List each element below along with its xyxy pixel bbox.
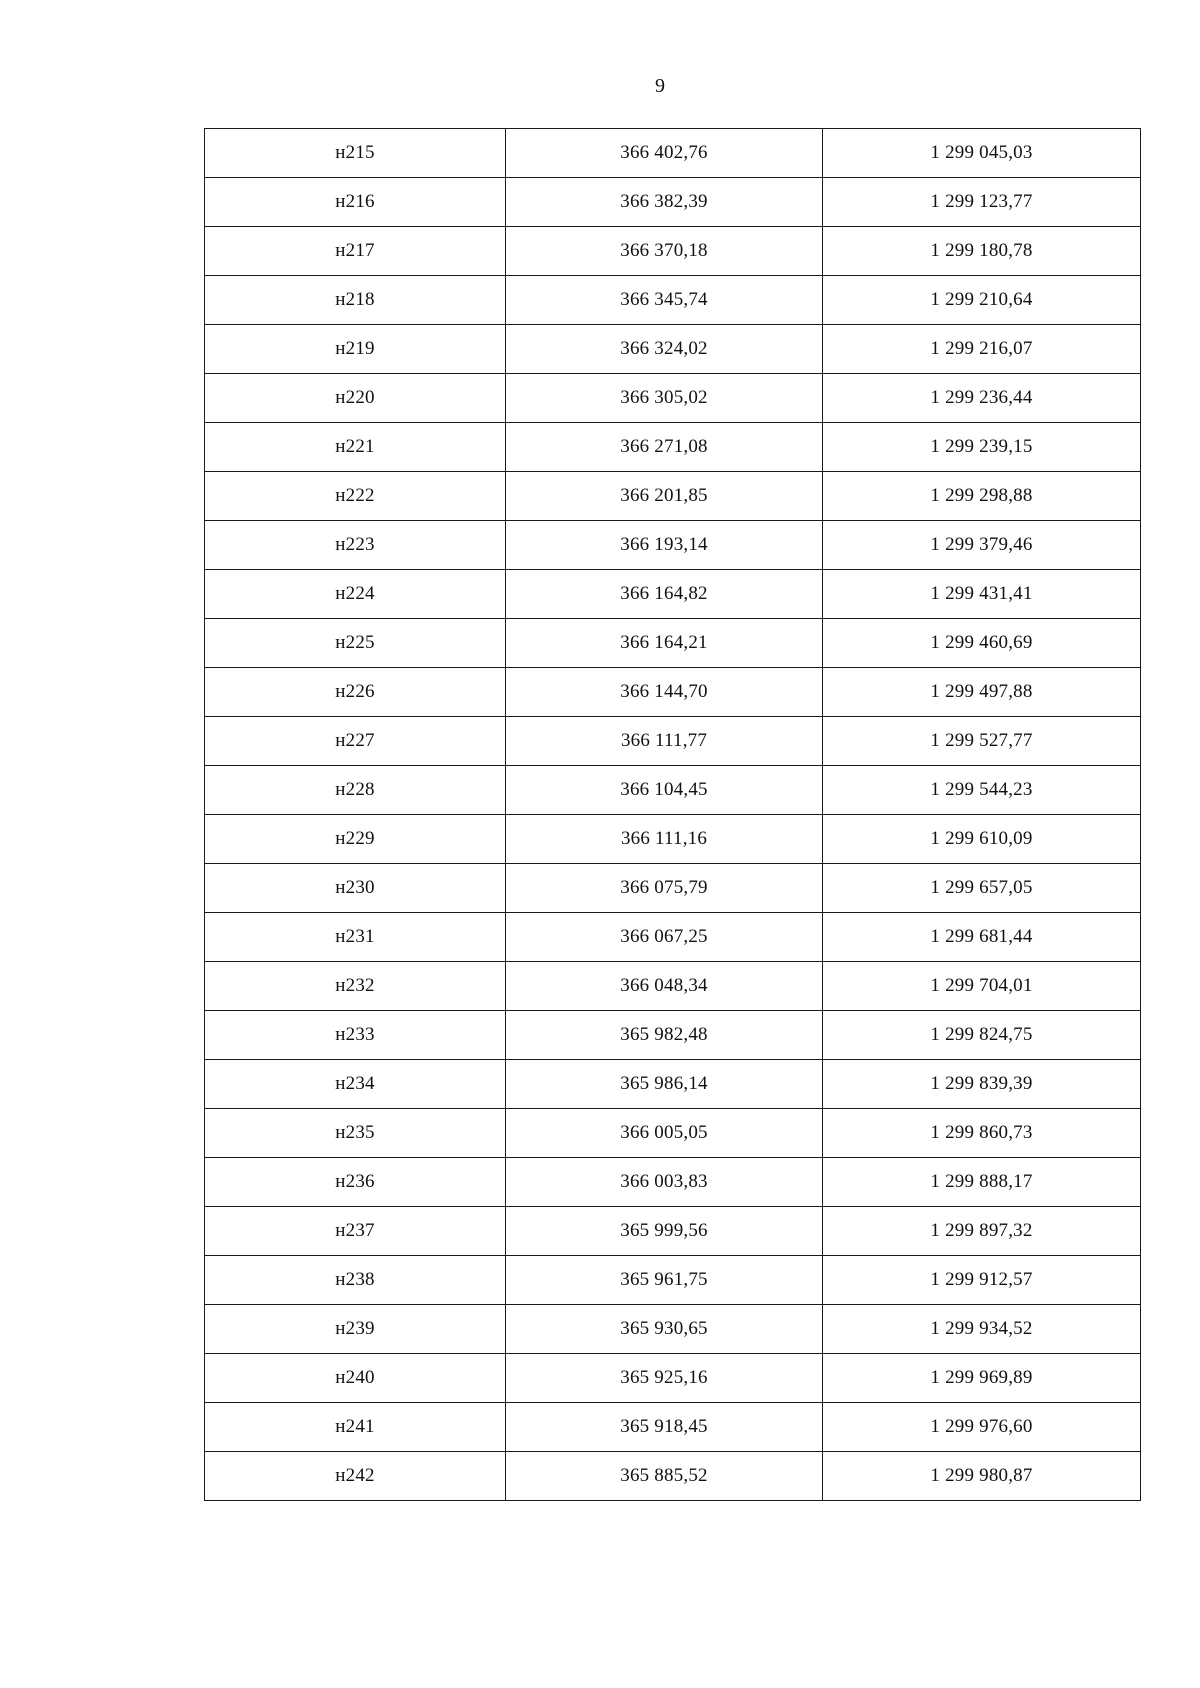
point-id-cell: н234 [205,1060,506,1109]
table-row [205,521,1141,570]
x-coordinate-cell: 366 111,16 [506,815,823,864]
y-coordinate-cell: 1 299 610,09 [823,815,1141,864]
y-coordinate-cell: 1 299 888,17 [823,1158,1141,1207]
y-coordinate-cell: 1 299 839,39 [823,1060,1141,1109]
point-id-cell: н223 [205,521,506,570]
y-coordinate-cell: 1 299 460,69 [823,619,1141,668]
point-id-cell: н242 [205,1452,506,1501]
x-coordinate-cell: 365 961,75 [506,1256,823,1305]
table-row [205,1354,1141,1403]
x-coordinate-cell: 366 382,39 [506,178,823,227]
x-coordinate-cell: 365 999,56 [506,1207,823,1256]
table-row [205,1305,1141,1354]
point-id-cell: н237 [205,1207,506,1256]
table-row [205,129,1141,178]
x-coordinate-cell: 366 271,08 [506,423,823,472]
point-id-cell: н216 [205,178,506,227]
y-coordinate-cell: 1 299 681,44 [823,913,1141,962]
table-row [205,1109,1141,1158]
x-coordinate-cell: 366 305,02 [506,374,823,423]
table-row [205,913,1141,962]
y-coordinate-cell: 1 299 527,77 [823,717,1141,766]
x-coordinate-cell: 366 111,77 [506,717,823,766]
y-coordinate-cell: 1 299 976,60 [823,1403,1141,1452]
x-coordinate-cell: 366 003,83 [506,1158,823,1207]
point-id-cell: н215 [205,129,506,178]
point-id-cell: н240 [205,1354,506,1403]
y-coordinate-cell: 1 299 980,87 [823,1452,1141,1501]
y-coordinate-cell: 1 299 379,46 [823,521,1141,570]
y-coordinate-cell: 1 299 544,23 [823,766,1141,815]
y-coordinate-cell: 1 299 657,05 [823,864,1141,913]
point-id-cell: н232 [205,962,506,1011]
x-coordinate-cell: 366 345,74 [506,276,823,325]
table-row [205,864,1141,913]
y-coordinate-cell: 1 299 704,01 [823,962,1141,1011]
y-coordinate-cell: 1 299 934,52 [823,1305,1141,1354]
point-id-cell: н227 [205,717,506,766]
y-coordinate-cell: 1 299 045,03 [823,129,1141,178]
point-id-cell: н229 [205,815,506,864]
x-coordinate-cell: 366 067,25 [506,913,823,962]
table-row [205,276,1141,325]
table-row [205,472,1141,521]
point-id-cell: н226 [205,668,506,717]
y-coordinate-cell: 1 299 824,75 [823,1011,1141,1060]
point-id-cell: н233 [205,1011,506,1060]
x-coordinate-cell: 366 370,18 [506,227,823,276]
table-row [205,717,1141,766]
point-id-cell: н231 [205,913,506,962]
table-row [205,1403,1141,1452]
y-coordinate-cell: 1 299 298,88 [823,472,1141,521]
table-row [205,619,1141,668]
point-id-cell: н220 [205,374,506,423]
point-id-cell: н224 [205,570,506,619]
x-coordinate-cell: 365 930,65 [506,1305,823,1354]
table-row [205,766,1141,815]
x-coordinate-cell: 365 885,52 [506,1452,823,1501]
point-id-cell: н217 [205,227,506,276]
x-coordinate-cell: 366 164,82 [506,570,823,619]
x-coordinate-cell: 366 324,02 [506,325,823,374]
point-id-cell: н222 [205,472,506,521]
x-coordinate-cell: 366 005,05 [506,1109,823,1158]
point-id-cell: н228 [205,766,506,815]
y-coordinate-cell: 1 299 180,78 [823,227,1141,276]
point-id-cell: н219 [205,325,506,374]
x-coordinate-cell: 365 982,48 [506,1011,823,1060]
point-id-cell: н218 [205,276,506,325]
table-row [205,570,1141,619]
y-coordinate-cell: 1 299 239,15 [823,423,1141,472]
x-coordinate-cell: 366 201,85 [506,472,823,521]
y-coordinate-cell: 1 299 897,32 [823,1207,1141,1256]
table-row [205,815,1141,864]
x-coordinate-cell: 366 075,79 [506,864,823,913]
x-coordinate-cell: 365 986,14 [506,1060,823,1109]
table-row [205,325,1141,374]
x-coordinate-cell: 366 164,21 [506,619,823,668]
table-row [205,1256,1141,1305]
y-coordinate-cell: 1 299 912,57 [823,1256,1141,1305]
point-id-cell: н221 [205,423,506,472]
point-id-cell: н241 [205,1403,506,1452]
y-coordinate-cell: 1 299 216,07 [823,325,1141,374]
coordinates-table-body [205,129,1141,1501]
table-row [205,423,1141,472]
table-row [205,1207,1141,1256]
x-coordinate-cell: 366 402,76 [506,129,823,178]
point-id-cell: н239 [205,1305,506,1354]
table-row [205,178,1141,227]
point-id-cell: н225 [205,619,506,668]
table-row [205,227,1141,276]
y-coordinate-cell: 1 299 210,64 [823,276,1141,325]
x-coordinate-cell: 366 193,14 [506,521,823,570]
table-row [205,374,1141,423]
y-coordinate-cell: 1 299 860,73 [823,1109,1141,1158]
table-row [205,1060,1141,1109]
point-id-cell: н236 [205,1158,506,1207]
table-row [205,962,1141,1011]
y-coordinate-cell: 1 299 497,88 [823,668,1141,717]
x-coordinate-cell: 366 104,45 [506,766,823,815]
y-coordinate-cell: 1 299 236,44 [823,374,1141,423]
point-id-cell: н235 [205,1109,506,1158]
y-coordinate-cell: 1 299 123,77 [823,178,1141,227]
coordinates-table [204,128,1141,1501]
point-id-cell: н238 [205,1256,506,1305]
table-row [205,1158,1141,1207]
x-coordinate-cell: 366 048,34 [506,962,823,1011]
x-coordinate-cell: 365 925,16 [506,1354,823,1403]
y-coordinate-cell: 1 299 969,89 [823,1354,1141,1403]
x-coordinate-cell: 366 144,70 [506,668,823,717]
y-coordinate-cell: 1 299 431,41 [823,570,1141,619]
point-id-cell: н230 [205,864,506,913]
table-row [205,668,1141,717]
x-coordinate-cell: 365 918,45 [506,1403,823,1452]
table-row [205,1011,1141,1060]
page-number: 9 [655,75,665,97]
table-row [205,1452,1141,1501]
